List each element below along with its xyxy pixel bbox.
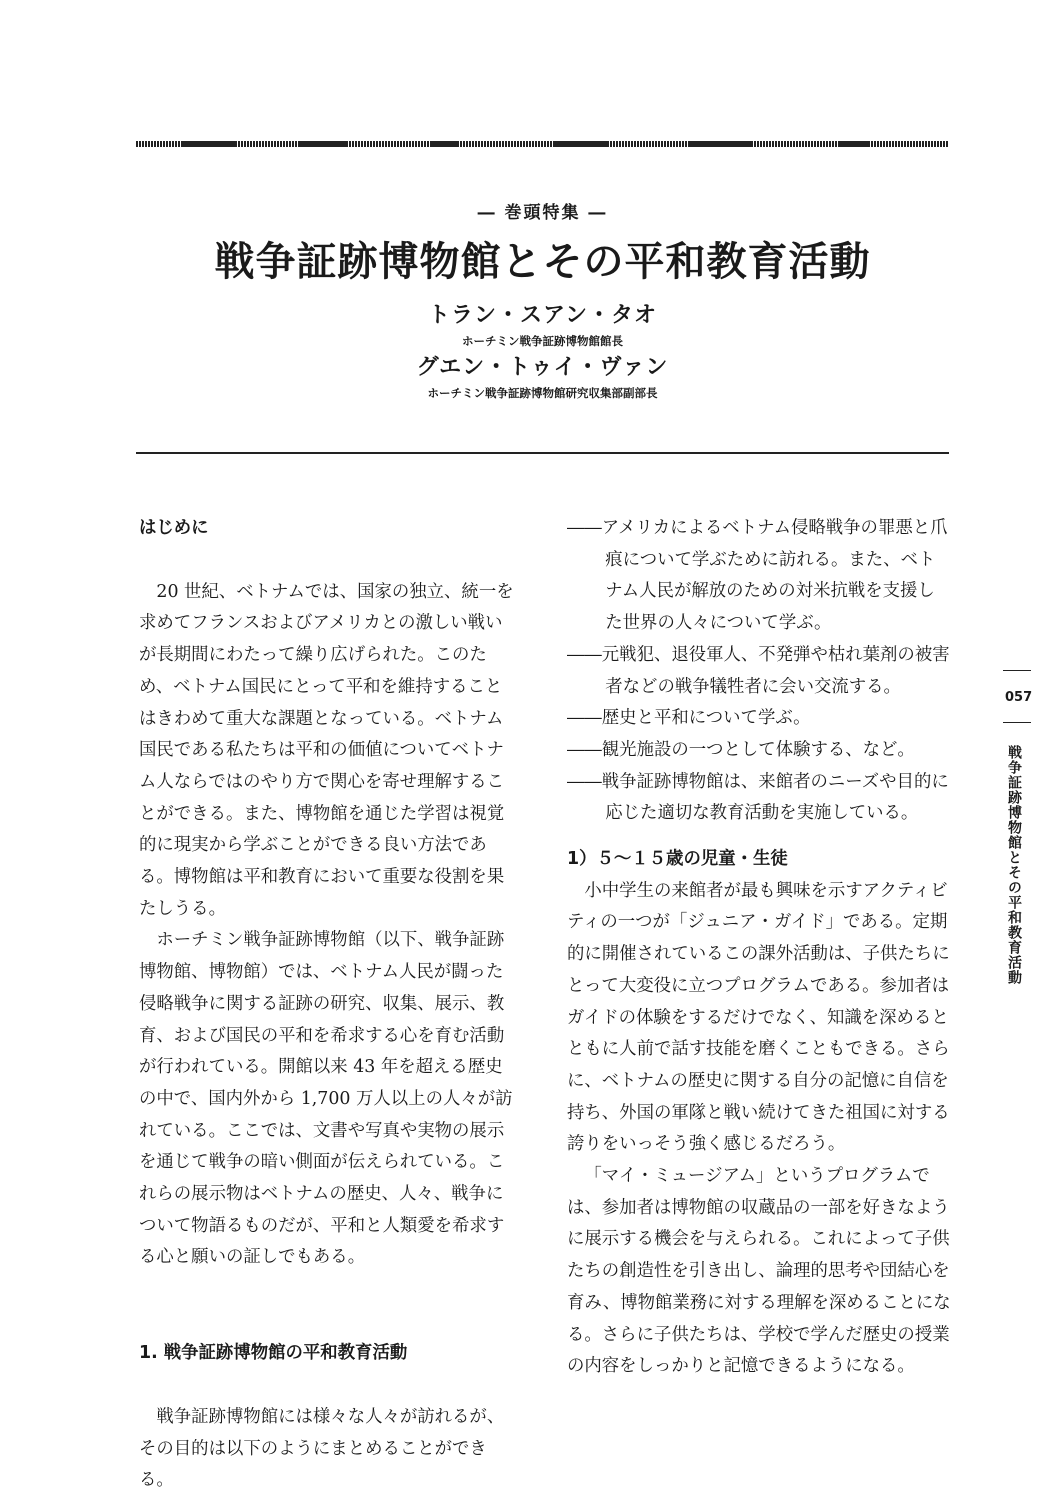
top-rule-segment [553, 141, 608, 147]
body-paragraph: 小中学生の来館者が最も興味を示すアクティビティの一つが「ジュニア・ガイド」である。定期的に開催されているこの課外活動は、子供たちにとって大変役に立つプログラムである。参加者はガイドの体験をするだけでなく、知識を深めるとともに人前で話す技能を磨くこともできる。さらに、ベトナムの歴史に関する自分の記憶に自信を持ち、外国の軍隊と戦い続けてきた祖国に対する誇りをいっそう強く感じるだろう。 [567, 880, 950, 1155]
top-rule-segment [430, 141, 458, 147]
side-rule [1003, 722, 1031, 723]
right-column [567, 513, 951, 1383]
top-rule-segment [181, 141, 235, 147]
left-column [139, 513, 519, 1497]
list-item: ――戦争証跡博物館は、来館者のニーズや目的に応じた適切な教育活動を実施している。 [567, 771, 949, 824]
side-rule [1003, 670, 1031, 671]
body-paragraph: 「マイ・ミュージアム」というプログラムでは、参加者は博物館の収蔵品の一部を好きなように展示する機会を与えられる。これによって子供たちの創造性を引き出し、論理的思考や団結心を育み、博物館業務に対する理解を深めることになる。さらに子供たちは、学校で学んだ歴史の授業の内容をしっかりと記憶できるようになる。 [567, 1166, 951, 1377]
page-title: 戦争証跡博物館とその平和教育活動 [214, 239, 871, 285]
list-item: ――歴史と平和について学ぶ。 [567, 708, 811, 729]
body-paragraph: ホーチミン戦争証跡博物館（以下、戦争証跡博物館、博物館）では、ベトナム人民が闘った侵略戦争に関する証跡の研究、収集、展示、教育、および国民の平和を希求する心を育む活動が行われている。開館以来 43 年を超える歴史の中で、国内外から 1,700 万人以上の人々が訪れている。ここでは、文書や写真や実物の展示を通じて戦争の暗い側面が伝えられている。これらの展示物はベトナムの歴史、人々、戦争について物語るものだが、平和と人類愛を希求する心と願いの証しでもある。 [139, 930, 513, 1268]
author-name: グエン・トゥイ・ヴァン [416, 355, 669, 380]
list-item: ――アメリカによるベトナム侵略戦争の罪悪と爪痕について学ぶために訪れる。また、ベトナム人民が解放のための対米抗戦を支援した世界の人々について学ぶ。 [567, 518, 948, 634]
top-rule-segment [690, 141, 752, 147]
body-paragraph: 戦争証跡博物館には様々な人々が訪れるが、その目的は以下のようにまとめることができる。 [139, 1406, 505, 1491]
top-pattern-rule [136, 141, 949, 147]
author-affiliation: ホーチミン戦争証跡博物館研究収集部副部長 [427, 386, 658, 400]
page-number: 057 [1005, 690, 1033, 705]
section-heading: はじめに [139, 518, 209, 538]
section-heading: 1. 戦争証跡博物館の平和教育活動 [139, 1343, 408, 1364]
running-title: 戦争証跡博物館とその平和教育活動 [1006, 745, 1022, 985]
author-name: トラン・スアン・タオ [427, 303, 658, 328]
body-paragraph: 20 世紀、ベトナムでは、国家の独立、統一を求めてフランスおよびアメリカとの激しい戦いが長期間にわたって繰り広げられた。このため、ベトナム国民にとって平和を維持することはきわめて重大な課題となっている。ベトナム国民である私たちは平和の価値についてベトナム人ならではのやり方で関心を寄せ理解することができる。また、博物館を通じた学習は視覚的に現実から学ぶことができる良い方法である。博物館は平和教育において重要な役割を果たしうる。 [139, 581, 514, 919]
list-item: ――観光施設の一つとして体験する、など。 [567, 739, 915, 760]
header-divider [136, 452, 949, 454]
subsection-heading: 1）５～１５歳の児童・生徒 [567, 849, 788, 870]
list-item: ――元戦犯、退役軍人、不発弾や枯れ葉剤の被害者などの戦争犠牲者に会い交流する。 [567, 644, 950, 697]
top-rule-segment [300, 141, 348, 147]
kicker: ― 巻頭特集 ― [477, 203, 608, 223]
top-rule-segment [838, 141, 868, 147]
author-affiliation: ホーチミン戦争証跡博物館館長 [462, 334, 623, 348]
